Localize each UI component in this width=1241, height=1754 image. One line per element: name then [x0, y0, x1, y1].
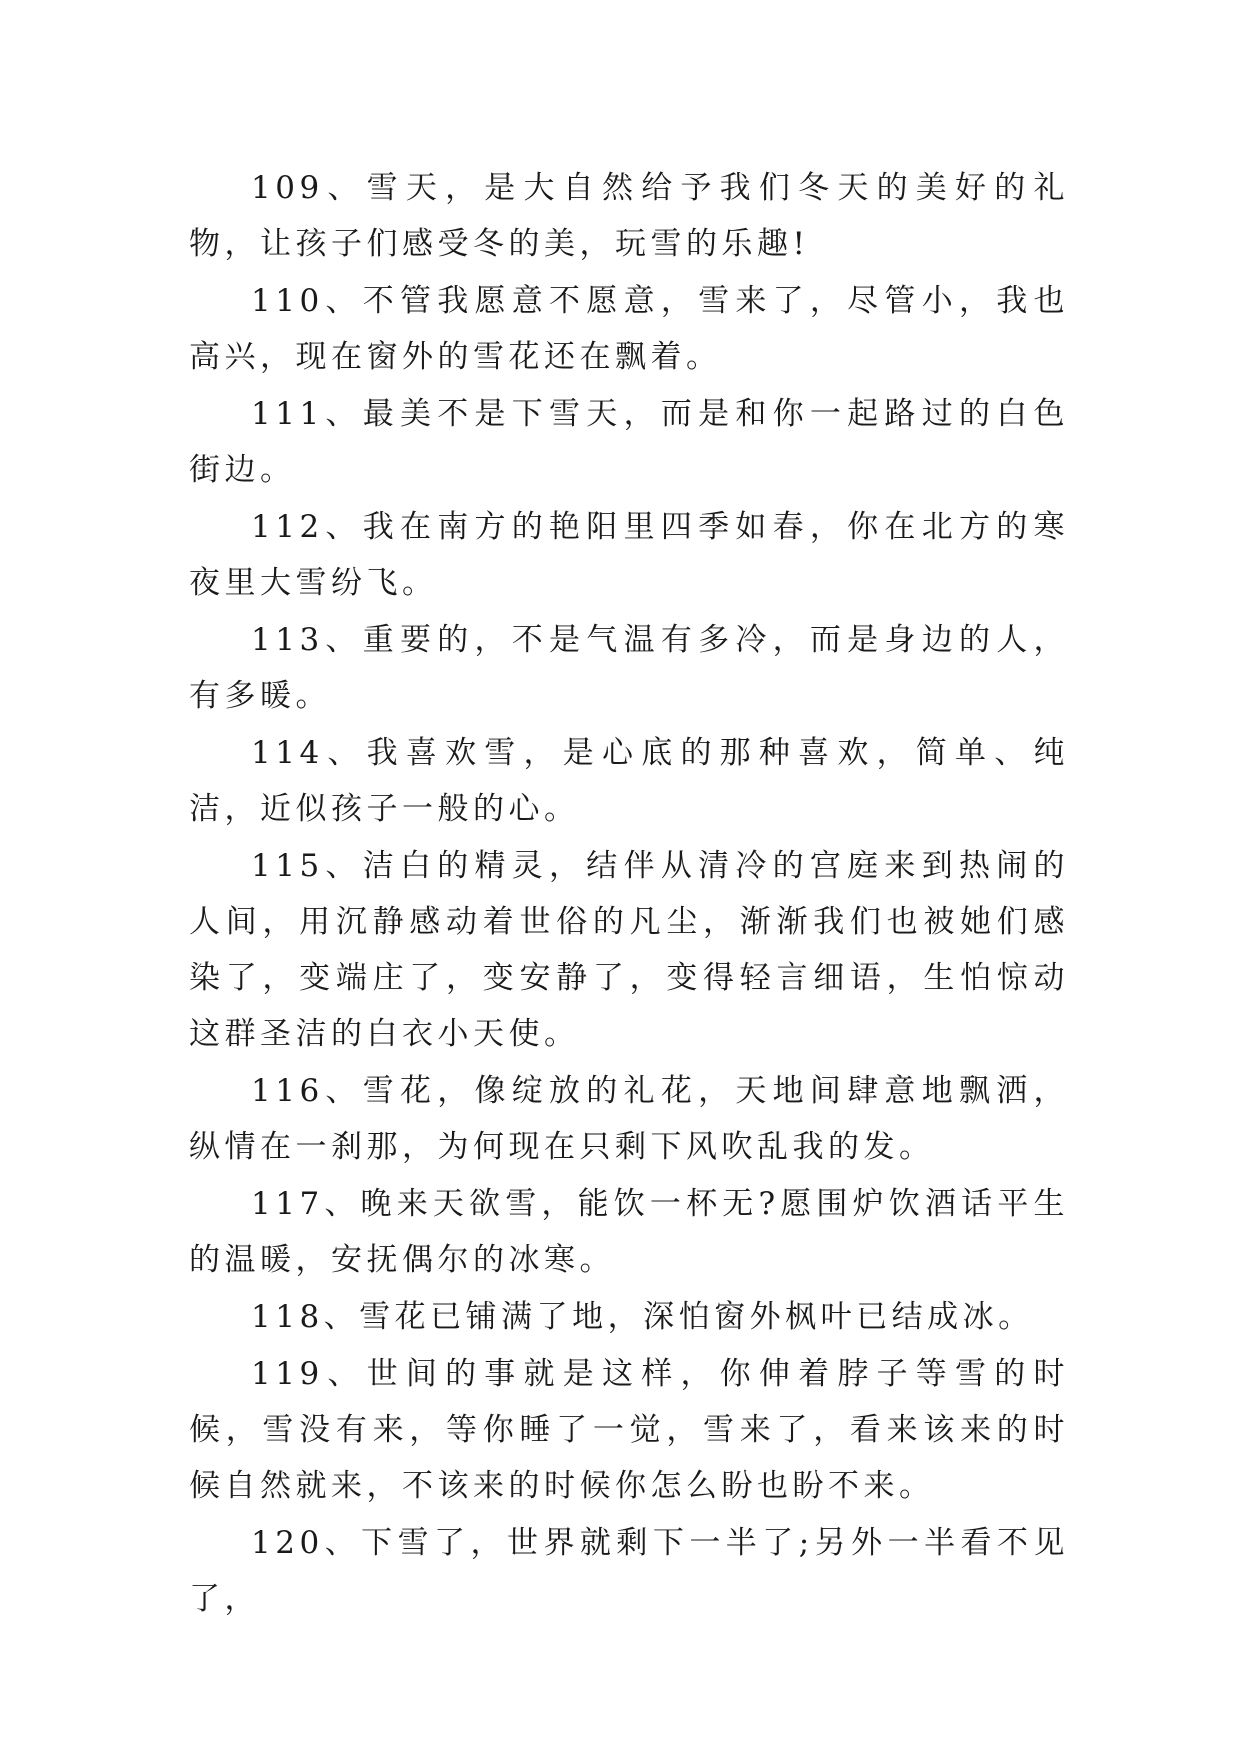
- paragraph-111: 111、最美不是下雪天，而是和你一起路过的白色街边。: [189, 396, 1069, 488]
- document-body: [189, 160, 1069, 1628]
- paragraph-120: 120、下雪了，世界就剩下一半了;另外一半看不见了，: [189, 1525, 1069, 1617]
- paragraph-119: 119、世间的事就是这样，你伸着脖子等雪的时候，雪没有来，等你睡了一觉，雪来了，看来该来的时候自然就来，不该来的时候你怎么盼也盼不来。: [189, 1356, 1069, 1504]
- paragraph-118: 118、雪花已铺满了地，深怕窗外枫叶已结成冰。: [251, 1299, 1034, 1335]
- paragraph-113: 113、重要的，不是气温有多冷，而是身边的人，有多暖。: [189, 622, 1069, 714]
- paragraph-110: 110、不管我愿意不愿意，雪来了，尽管小，我也高兴，现在窗外的雪花还在飘着。: [189, 283, 1069, 375]
- paragraph-112: 112、我在南方的艳阳里四季如春，你在北方的寒夜里大雪纷飞。: [189, 509, 1069, 601]
- paragraph-114: 114、我喜欢雪，是心底的那种喜欢，简单、纯洁，近似孩子一般的心。: [189, 735, 1069, 827]
- paragraph-115: 115、洁白的精灵，结伴从清冷的宫庭来到热闹的人间，用沉静感动着世俗的凡尘，渐渐我们也被她们感染了，变端庄了，变安静了，变得轻言细语，生怕惊动这群圣洁的白衣小天使。: [189, 848, 1069, 1052]
- paragraph-116: 116、雪花，像绽放的礼花，天地间肆意地飘洒，纵情在一刹那，为何现在只剩下风吹乱我的发。: [189, 1073, 1069, 1165]
- paragraph-109: 109、雪天，是大自然给予我们冬天的美好的礼物，让孩子们感受冬的美，玩雪的乐趣!: [189, 170, 1069, 262]
- paragraph-117: 117、晚来天欲雪，能饮一杯无?愿围炉饮酒话平生的温暖，安抚偶尔的冰寒。: [189, 1186, 1069, 1278]
